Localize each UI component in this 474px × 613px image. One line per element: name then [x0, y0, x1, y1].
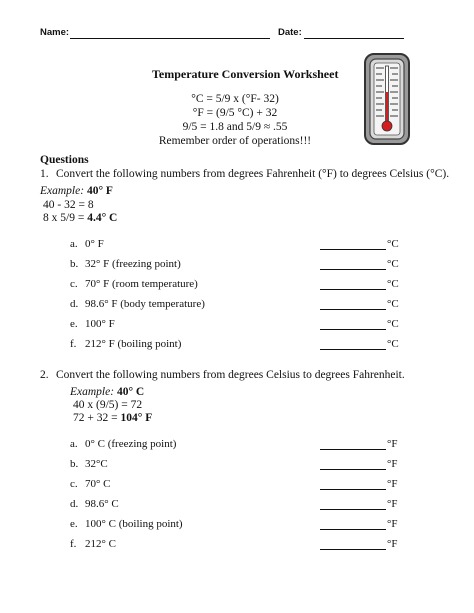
q1-item-d-answer-blank[interactable] — [320, 309, 386, 310]
q1-item-b-unit: °C — [387, 258, 399, 270]
q1-item-c-text: 70° F (room temperature) — [85, 278, 198, 290]
q2-item-a-text: 0° C (freezing point) — [85, 438, 177, 450]
date-label: Date: — [278, 27, 302, 38]
q2-item-a-letter: a. — [70, 438, 78, 450]
q2-item-b-text: 32°C — [85, 458, 108, 470]
q1-step-2-text: 8 x 5/9 = — [43, 212, 88, 224]
q1-item-f-unit: °C — [387, 338, 399, 350]
q2-example — [70, 386, 144, 398]
q2-item-d-answer-blank[interactable] — [320, 509, 386, 510]
formula-ratio: 9/5 = 1.8 and 5/9 ≈ .55 — [182, 121, 288, 133]
q2-item-b-answer-blank[interactable] — [320, 469, 386, 470]
q2-item-e-text: 100° C (boiling point) — [85, 518, 183, 530]
q1-item-a-text: 0° F — [85, 238, 104, 250]
q1-item-a-answer-blank[interactable] — [320, 249, 386, 250]
q1-item-e-unit: °C — [387, 318, 399, 330]
formula-reminder: Remember order of operations!!! — [158, 135, 312, 147]
q2-item-e-letter: e. — [70, 518, 78, 530]
q2-item-d-letter: d. — [70, 498, 79, 510]
q1-item-e-letter: e. — [70, 318, 78, 330]
name-field[interactable] — [70, 38, 270, 39]
q2-example-label: Example: — [70, 386, 115, 398]
q1-item-f-letter: f. — [70, 338, 77, 350]
q1-item-a-letter: a. — [70, 238, 78, 250]
q2-item-c-letter: c. — [70, 478, 78, 490]
q2-item-d-text: 98.6° C — [85, 498, 119, 510]
q2-item-b-letter: b. — [70, 458, 79, 470]
q2-step-2 — [73, 412, 152, 424]
name-label: Name: — [40, 27, 70, 38]
q1-example-value: 40° F — [86, 185, 113, 197]
date-field[interactable] — [304, 38, 404, 39]
q1-item-c-unit: °C — [387, 278, 399, 290]
q1-answer: 4.4° C — [87, 212, 118, 224]
formula-f: °F = (9/5 °C) + 32 — [192, 107, 278, 119]
q2-item-a-unit: °F — [387, 438, 398, 450]
q2-step-2-text: 72 + 32 = — [73, 412, 121, 424]
q2-prompt: Convert the following numbers from degrees Celsius to degrees Fahrenheit. — [56, 369, 405, 381]
q1-item-c-letter: c. — [70, 278, 78, 290]
q1-item-d-unit: °C — [387, 298, 399, 310]
q2-item-f-letter: f. — [70, 538, 77, 550]
q1-number: 1. — [40, 168, 49, 180]
q2-item-d-unit: °F — [387, 498, 398, 510]
q2-item-c-unit: °F — [387, 478, 398, 490]
q2-item-c-answer-blank[interactable] — [320, 489, 386, 490]
formula-c: °C = 5/9 x (°F- 32) — [191, 93, 279, 105]
q2-number: 2. — [40, 369, 49, 381]
q1-item-e-text: 100° F — [85, 318, 115, 330]
q2-step-1: 40 x (9/5) = 72 — [73, 399, 143, 411]
thermometer-icon — [363, 52, 411, 146]
q1-example — [40, 185, 113, 197]
q2-item-c-text: 70° C — [85, 478, 111, 490]
questions-heading: Questions — [40, 154, 89, 166]
q1-item-b-letter: b. — [70, 258, 79, 270]
q1-item-d-letter: d. — [70, 298, 79, 310]
q1-item-c-answer-blank[interactable] — [320, 289, 386, 290]
q1-step-1: 40 - 32 = 8 — [43, 199, 94, 211]
q2-item-f-answer-blank[interactable] — [320, 549, 386, 550]
q1-item-d-text: 98.6° F (body temperature) — [85, 298, 205, 310]
q1-prompt: Convert the following numbers from degrees Fahrenheit (°F) to degrees Celsius (°C). — [56, 168, 450, 180]
q2-item-e-answer-blank[interactable] — [320, 529, 386, 530]
q2-item-e-unit: °F — [387, 518, 398, 530]
q2-item-f-text: 212° C — [85, 538, 116, 550]
q2-item-a-answer-blank[interactable] — [320, 449, 386, 450]
q2-answer: 104° F — [120, 412, 153, 424]
q1-item-e-answer-blank[interactable] — [320, 329, 386, 330]
q1-item-f-text: 212° F (boiling point) — [85, 338, 182, 350]
page-title: Temperature Conversion Worksheet — [152, 67, 339, 81]
q2-item-f-unit: °F — [387, 538, 398, 550]
q1-item-b-text: 32° F (freezing point) — [85, 258, 181, 270]
q1-item-f-answer-blank[interactable] — [320, 349, 386, 350]
q1-item-a-unit: °C — [387, 238, 399, 250]
q2-example-value: 40° C — [116, 386, 145, 398]
q2-item-b-unit: °F — [387, 458, 398, 470]
q1-example-label: Example: — [40, 185, 85, 197]
q1-item-b-answer-blank[interactable] — [320, 269, 386, 270]
q1-step-2 — [43, 212, 117, 224]
